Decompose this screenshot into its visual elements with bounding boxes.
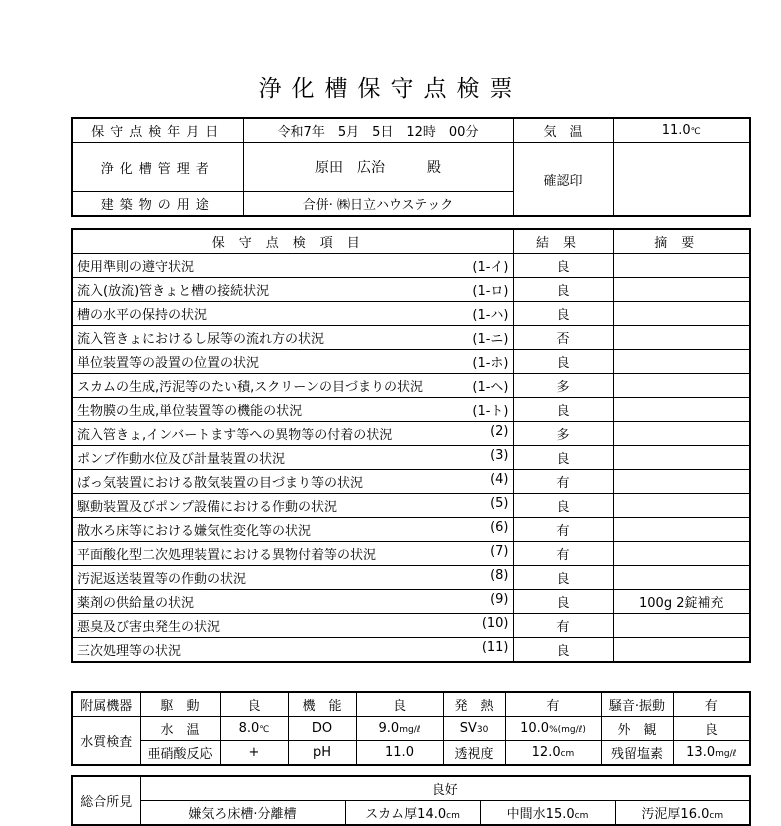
item-label-cell (72, 350, 513, 374)
table-row (72, 254, 750, 278)
item-label: 単位装置等の設置の位置の状況 (77, 356, 260, 371)
item-label-cell (72, 302, 513, 326)
summary-table (71, 775, 751, 826)
table-row (72, 470, 750, 494)
item-result: 有 (513, 614, 613, 638)
item-note (613, 542, 750, 566)
tank-label: 嫌気ろ床槽·分離槽 (140, 801, 345, 826)
item-note (613, 398, 750, 422)
item-result: 有 (513, 542, 613, 566)
page-title: 浄化槽保守点検票 (258, 76, 523, 102)
item-label-cell (72, 326, 513, 350)
confirm-label: 確認印 (513, 143, 613, 217)
item-label: 生物膜の生成,単位装置等の機能の状況 (77, 404, 303, 419)
item-result: 良 (513, 590, 613, 614)
item-note (613, 446, 750, 470)
item-label: スカムの生成,汚泥等のたい積,スクリーンの目づまりの状況 (77, 380, 424, 395)
item-result: 良 (513, 638, 613, 663)
scum-value: スカム厚14.0cm (345, 801, 480, 826)
sv-value: 10.0%(mg/ℓ) (505, 717, 601, 741)
equipment-water-table (71, 691, 751, 766)
item-code: (1-ハ) (472, 308, 509, 323)
item-label-cell (72, 542, 513, 566)
item-label: 流入(放流)管きょと槽の接続状況 (77, 284, 270, 299)
item-label: 平面酸化型二次処理装置における異物付着等の状況 (77, 548, 377, 563)
drive-label: 駆 動 (140, 692, 220, 717)
item-code: (1-ホ) (472, 356, 509, 371)
item-code: (8) (490, 568, 509, 583)
sludge-value: 汚泥厚16.0cm (615, 801, 750, 826)
item-label: 駆動装置及びポンプ設備における作動の状況 (77, 500, 338, 515)
table-row (72, 422, 750, 446)
item-result: 多 (513, 374, 613, 398)
item-note (613, 638, 750, 663)
water-label: 水質検査 (72, 717, 140, 766)
function-label: 機 能 (288, 692, 356, 717)
item-label-cell (72, 638, 513, 663)
table-row (72, 446, 750, 470)
items-header-note: 摘要 (613, 229, 750, 254)
item-label: 悪臭及び害虫発生の状況 (77, 620, 221, 635)
item-code: (1-ヘ) (472, 380, 509, 395)
item-code: (4) (490, 472, 509, 487)
item-note (613, 254, 750, 278)
item-note (613, 422, 750, 446)
item-label: 散水ろ床等における嫌気性変化等の状況 (77, 524, 312, 539)
item-code: (5) (490, 496, 509, 511)
summary-label: 総合所見 (72, 776, 140, 825)
item-result: 否 (513, 326, 613, 350)
item-label: 流入管きょにおけるし尿等の流れ方の状況 (77, 332, 325, 347)
equipment-label: 附属機器 (72, 692, 140, 717)
item-label-cell (72, 470, 513, 494)
function-value: 良 (356, 692, 443, 717)
table-row (72, 374, 750, 398)
item-label: 槽の水平の保持の状況 (77, 308, 208, 323)
table-row (72, 614, 750, 638)
chlorine-label: 残留塩素 (601, 741, 673, 766)
chlorine-value: 13.0mg/ℓ (673, 741, 750, 766)
item-note (613, 494, 750, 518)
item-result: 良 (513, 278, 613, 302)
item-note (613, 518, 750, 542)
item-code: (1-イ) (472, 260, 509, 275)
item-result: 良 (513, 398, 613, 422)
appearance-value: 良 (673, 717, 750, 741)
temp-label: 水 温 (140, 717, 220, 741)
item-result: 有 (513, 470, 613, 494)
date-label: 保守点検年月日 (72, 118, 243, 143)
item-note (613, 374, 750, 398)
weather-value: 11.0℃ (613, 118, 750, 143)
item-label: 薬剤の供給量の状況 (77, 596, 195, 611)
item-code: (1-ト) (472, 404, 509, 419)
heat-label: 発 熱 (443, 692, 505, 717)
item-note: 100g 2錠補充 (613, 590, 750, 614)
noise-value: 有 (673, 692, 750, 717)
do-label: DO (288, 717, 356, 741)
confirm-stamp-box (613, 143, 750, 217)
manager-value: 原田 広治 殿 (243, 143, 513, 192)
item-label-cell (72, 590, 513, 614)
item-label: 汚泥返送装置等の作動の状況 (77, 572, 247, 587)
item-label: 三次処理等の状況 (77, 644, 182, 659)
item-note (613, 350, 750, 374)
item-note (613, 470, 750, 494)
table-row (72, 350, 750, 374)
item-label-cell (72, 518, 513, 542)
item-label-cell (72, 446, 513, 470)
item-code: (9) (490, 592, 509, 607)
item-result: 良 (513, 494, 613, 518)
item-code: (2) (490, 424, 509, 439)
table-row (72, 518, 750, 542)
item-result: 良 (513, 302, 613, 326)
item-note (613, 614, 750, 638)
item-label: ポンプ作動水位及び計量装置の状況 (77, 452, 286, 467)
ph-value: 11.0 (356, 741, 443, 766)
table-row (72, 542, 750, 566)
mid-value: 中間水15.0cm (480, 801, 615, 826)
item-label-cell (72, 494, 513, 518)
table-row (72, 494, 750, 518)
item-label-cell (72, 398, 513, 422)
drive-value: 良 (220, 692, 288, 717)
item-note (613, 566, 750, 590)
item-label-cell (72, 614, 513, 638)
item-result: 有 (513, 518, 613, 542)
item-result: 良 (513, 566, 613, 590)
item-note (613, 278, 750, 302)
item-note (613, 302, 750, 326)
table-row (72, 638, 750, 663)
items-header-result: 結果 (513, 229, 613, 254)
item-code: (3) (490, 448, 509, 463)
item-label-cell (72, 374, 513, 398)
transparency-label: 透視度 (443, 741, 505, 766)
item-code: (10) (481, 616, 509, 631)
item-label: 使用準則の遵守状況 (77, 260, 195, 275)
table-row (72, 566, 750, 590)
item-note (613, 326, 750, 350)
item-label-cell (72, 422, 513, 446)
item-label: ばっ気装置における散気装置の目づまり等の状況 (77, 476, 364, 491)
item-label-cell (72, 566, 513, 590)
item-code: (7) (490, 544, 509, 559)
item-label: 流入管きょ,インバートます等への異物等の付着の状況 (77, 428, 393, 443)
item-code: (11) (481, 640, 509, 655)
ph-label: pH (288, 741, 356, 766)
inspection-items-table (71, 228, 751, 663)
nitrite-label: 亜硝酸反応 (140, 741, 220, 766)
noise-label: 騒音·振動 (601, 692, 673, 717)
sv-label: SV30 (443, 717, 505, 741)
items-header-item: 保守点検項目 (72, 229, 513, 254)
do-value: 9.0mg/ℓ (356, 717, 443, 741)
table-row (72, 590, 750, 614)
table-row (72, 398, 750, 422)
temp-value: 8.0℃ (220, 717, 288, 741)
manager-label: 浄化槽管理者 (72, 143, 243, 192)
heat-value: 有 (505, 692, 601, 717)
item-code: (1-ニ) (472, 332, 509, 347)
header-table (71, 117, 751, 217)
use-value: 合併· ㈱日立ハウステック (243, 192, 513, 217)
item-label-cell (72, 278, 513, 302)
weather-label: 気 温 (513, 118, 613, 143)
item-result: 良 (513, 254, 613, 278)
summary-value: 良好 (140, 776, 750, 801)
item-label-cell (72, 254, 513, 278)
table-row (72, 302, 750, 326)
item-code: (6) (490, 520, 509, 535)
transparency-value: 12.0cm (505, 741, 601, 766)
item-code: (1-ロ) (472, 284, 509, 299)
table-row (72, 278, 750, 302)
nitrite-value: + (220, 741, 288, 766)
item-result: 良 (513, 350, 613, 374)
table-row (72, 326, 750, 350)
use-label: 建築物の用途 (72, 192, 243, 217)
item-result: 多 (513, 422, 613, 446)
item-result: 良 (513, 446, 613, 470)
date-value: 令和7年 5月 5日 12時 00分 (243, 118, 513, 143)
appearance-label: 外 観 (601, 717, 673, 741)
